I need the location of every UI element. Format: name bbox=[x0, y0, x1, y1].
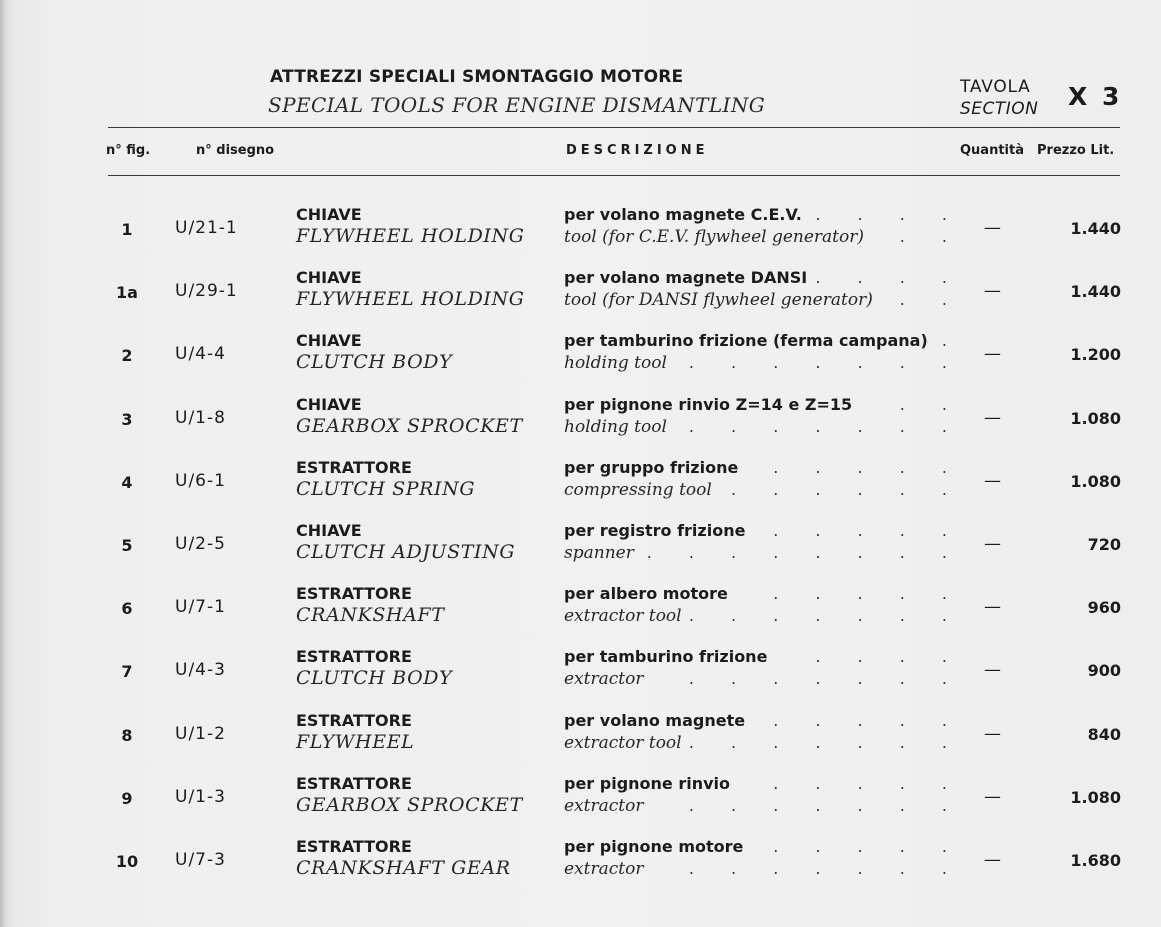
description-italian: per albero motore bbox=[564, 584, 728, 604]
section-code: X 3 bbox=[1068, 82, 1123, 111]
drawing-number: U/4-3 bbox=[175, 660, 226, 681]
table-row bbox=[0, 268, 1161, 324]
tool-name-english: GEARBOX SPROCKET bbox=[296, 793, 523, 816]
description-english: holding tool bbox=[564, 353, 667, 374]
leader-dots: . . . . bbox=[815, 205, 963, 224]
tool-name-italian: CHIAVE bbox=[296, 394, 362, 414]
description-english: extractor tool bbox=[564, 606, 682, 627]
leader-dots: . . . . . . . bbox=[688, 859, 963, 878]
figure-number: 1 bbox=[121, 220, 133, 239]
tool-name-italian: ESTRATTORE bbox=[296, 584, 412, 604]
quantity-value: — bbox=[984, 344, 1001, 365]
price-value: 900 bbox=[1087, 661, 1121, 681]
leader-dots: . . bbox=[899, 394, 963, 414]
table-row bbox=[0, 774, 1161, 830]
price-value: 1.080 bbox=[1070, 408, 1121, 428]
leader-dots: . . . . . . . bbox=[688, 416, 963, 436]
leader-dots: . . . . bbox=[815, 647, 963, 667]
tool-name-italian: CHIAVE bbox=[296, 521, 362, 540]
header-bottom-rule bbox=[108, 175, 1120, 176]
drawing-number: U/7-3 bbox=[175, 850, 226, 870]
description-italian: per tamburino frizione bbox=[564, 647, 768, 667]
tool-name-italian: ESTRATTORE bbox=[296, 773, 412, 793]
quantity-value: — bbox=[984, 660, 1001, 681]
tool-name-english: CLUTCH SPRING bbox=[296, 477, 476, 500]
page-title-italian: ATTREZZI SPECIALI SMONTAGGIO MOTORE bbox=[270, 67, 684, 87]
price-value: 1.440 bbox=[1070, 282, 1121, 302]
tool-name-english: CLUTCH BODY bbox=[296, 351, 453, 374]
description-english: tool (for C.E.V. flywheel generator) bbox=[564, 227, 865, 247]
drawing-number: U/21-1 bbox=[175, 218, 238, 238]
description-english: extractor bbox=[564, 859, 644, 879]
description-italian: per tamburino frizione (ferma campana) bbox=[564, 331, 928, 351]
page-title-english: SPECIAL TOOLS FOR ENGINE DISMANTLING bbox=[268, 93, 766, 117]
quantity-value: — bbox=[984, 723, 1001, 744]
drawing-number: U/2-5 bbox=[175, 534, 226, 554]
drawing-number: U/6-1 bbox=[175, 470, 226, 491]
description-italian: per pignone rinvio bbox=[564, 773, 731, 793]
price-value: 1.080 bbox=[1070, 787, 1121, 807]
figure-number: 8 bbox=[121, 725, 133, 745]
price-value: 1.440 bbox=[1070, 219, 1121, 238]
tool-name-italian: CHIAVE bbox=[296, 268, 362, 288]
figure-number: 4 bbox=[121, 472, 133, 492]
tool-name-italian: ESTRATTORE bbox=[296, 647, 412, 667]
leader-dots: . . bbox=[899, 227, 963, 246]
column-header-quantity: Quantità bbox=[960, 143, 1024, 158]
leader-dots: . . . . . . . bbox=[688, 795, 963, 815]
column-header-price: Prezzo Lit. bbox=[1037, 143, 1115, 158]
tool-name-english: CLUTCH ADJUSTING bbox=[296, 541, 516, 563]
table-row bbox=[0, 711, 1161, 767]
tool-name-italian: ESTRATTORE bbox=[296, 457, 412, 477]
table-row bbox=[0, 205, 1161, 261]
price-value: 840 bbox=[1087, 724, 1121, 744]
column-header-description: DESCRIZIONE bbox=[566, 143, 709, 158]
leader-dots: . . . . . bbox=[773, 521, 963, 540]
description-english: extractor bbox=[564, 795, 644, 816]
description-english: spanner bbox=[564, 543, 634, 563]
section-label: SECTION bbox=[960, 99, 1039, 119]
drawing-number: U/1-2 bbox=[175, 723, 226, 744]
table-row bbox=[0, 458, 1161, 514]
leader-dots: . . . . . . bbox=[731, 479, 963, 499]
price-value: 1.200 bbox=[1070, 345, 1121, 365]
quantity-value: — bbox=[984, 534, 1001, 554]
figure-number: 7 bbox=[121, 662, 133, 682]
leader-dots: . . bbox=[899, 290, 963, 310]
tool-name-italian: ESTRATTORE bbox=[296, 710, 412, 730]
table-row bbox=[0, 395, 1161, 451]
tool-name-english: CLUTCH BODY bbox=[296, 667, 453, 690]
description-english: tool (for DANSI flywheel generator) bbox=[564, 290, 873, 311]
drawing-number: U/29-1 bbox=[175, 281, 238, 302]
description-italian: per volano magnete C.E.V. bbox=[564, 205, 802, 224]
tool-name-english: GEARBOX SPROCKET bbox=[296, 414, 523, 437]
leader-dots: . . . . . bbox=[773, 710, 963, 730]
table-row bbox=[0, 647, 1161, 703]
quantity-value: — bbox=[984, 850, 1001, 870]
description-italian: per registro frizione bbox=[564, 521, 746, 540]
tool-name-english: CRANKSHAFT GEAR bbox=[296, 857, 511, 879]
tool-name-english: CRANKSHAFT bbox=[296, 604, 445, 627]
leader-dots: . . . . . bbox=[773, 584, 963, 604]
description-italian: per volano magnete bbox=[564, 710, 746, 730]
drawing-number: U/7-1 bbox=[175, 597, 226, 618]
figure-number: 5 bbox=[121, 536, 133, 555]
drawing-number: U/1-3 bbox=[175, 786, 226, 807]
leader-dots: . . . . . . . bbox=[688, 732, 963, 752]
quantity-value: — bbox=[984, 470, 1001, 491]
figure-number: 2 bbox=[121, 346, 133, 366]
price-value: 1.680 bbox=[1070, 851, 1121, 870]
header-top-rule bbox=[108, 127, 1120, 128]
description-italian: per pignone rinvio Z=14 e Z=15 bbox=[564, 394, 853, 414]
quantity-value: — bbox=[984, 407, 1001, 428]
tool-name-english: FLYWHEEL HOLDING bbox=[296, 288, 525, 311]
tool-name-italian: CHIAVE bbox=[296, 331, 362, 351]
drawing-number: U/4-4 bbox=[175, 344, 226, 365]
leader-dots: . . . . . . . bbox=[688, 353, 963, 373]
leader-dots: . . . . . bbox=[773, 773, 963, 793]
description-english: extractor bbox=[564, 669, 644, 690]
leader-dots: . . . . . . . bbox=[688, 606, 963, 626]
tool-name-italian: ESTRATTORE bbox=[296, 837, 412, 856]
quantity-value: — bbox=[984, 281, 1001, 302]
table-row bbox=[0, 837, 1161, 893]
figure-number: 6 bbox=[121, 599, 133, 619]
tavola-label: TAVOLA bbox=[960, 77, 1031, 97]
table-row bbox=[0, 584, 1161, 640]
description-italian: per gruppo frizione bbox=[564, 457, 739, 477]
tool-name-italian: CHIAVE bbox=[296, 205, 362, 224]
quantity-value: — bbox=[984, 597, 1001, 618]
leader-dots: . bbox=[941, 331, 963, 351]
table-row bbox=[0, 521, 1161, 577]
leader-dots: . . . . . bbox=[773, 837, 963, 856]
quantity-value: — bbox=[984, 218, 1001, 238]
tool-name-english: FLYWHEEL HOLDING bbox=[296, 225, 525, 247]
quantity-value: — bbox=[984, 786, 1001, 807]
table-row bbox=[0, 331, 1161, 387]
description-english: holding tool bbox=[564, 416, 667, 437]
price-value: 960 bbox=[1087, 598, 1121, 618]
drawing-number: U/1-8 bbox=[175, 407, 226, 428]
figure-number: 1a bbox=[116, 283, 138, 303]
figure-number: 9 bbox=[121, 788, 133, 808]
leader-dots: . . . . . . . bbox=[688, 669, 963, 689]
price-value: 1.080 bbox=[1070, 471, 1121, 491]
figure-number: 3 bbox=[121, 409, 133, 429]
figure-number: 10 bbox=[115, 852, 139, 871]
leader-dots: . . . . . . . . bbox=[646, 543, 963, 562]
leader-dots: . . . . . bbox=[773, 457, 963, 477]
column-header-drawing: n° disegno bbox=[196, 143, 275, 158]
description-italian: per volano magnete DANSI bbox=[564, 268, 808, 288]
leader-dots: . . . . bbox=[815, 268, 963, 288]
column-header-fig: n° fig. bbox=[106, 143, 151, 158]
price-value: 720 bbox=[1087, 535, 1121, 554]
description-italian: per pignone motore bbox=[564, 837, 744, 856]
description-english: extractor tool bbox=[564, 732, 682, 753]
tool-name-english: FLYWHEEL bbox=[296, 730, 415, 753]
description-english: compressing tool bbox=[564, 479, 712, 500]
